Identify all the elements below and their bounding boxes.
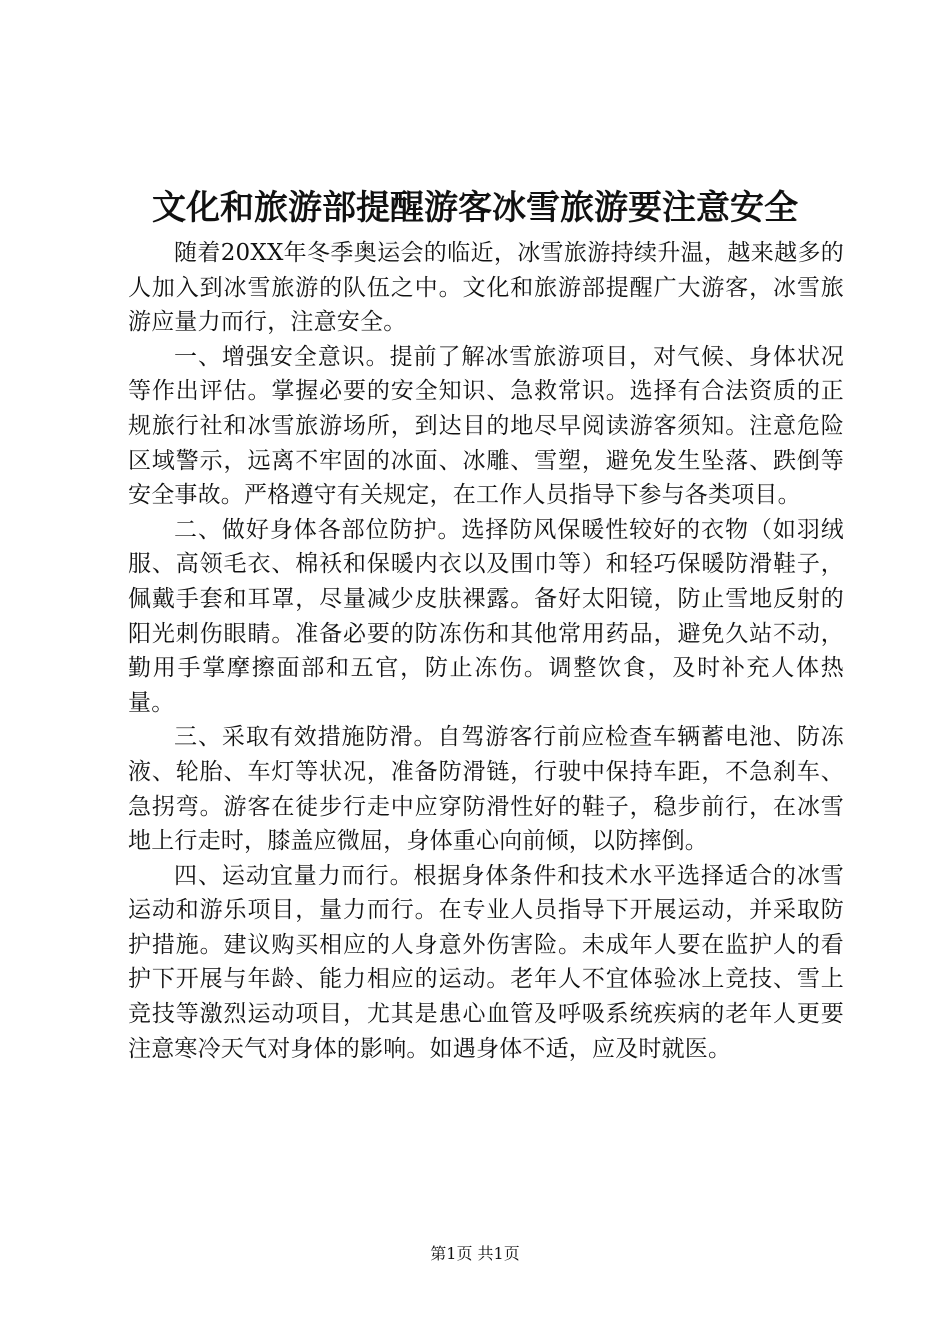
paragraph-section-3: 三、采取有效措施防滑。自驾游客行前应检查车辆蓄电池、防冻液、轮胎、车灯等状况，准备防滑链，行驶中保持车距，不急刹车、急拐弯。游客在徒步行走中应穿防滑性好的鞋子，稳步前行，在冰雪地上行走时，膝盖应微屈，身体重心向前倾，以防摔倒。: [128, 724, 844, 855]
document-body: [128, 236, 844, 1066]
paragraph-section-2: 二、做好身体各部位防护。选择防风保暖性较好的衣物（如羽绒服、高领毛衣、棉袄和保暖内衣以及围巾等）和轻巧保暖防滑鞋子，佩戴手套和耳罩，尽量减少皮肤裸露。备好太阳镜，防止雪地反射的阳光刺伤眼睛。准备必要的防冻伤和其他常用药品，避免久站不动，勤用手掌摩擦面部和五官，防止冻伤。调整饮食，及时补充人体热量。: [128, 516, 844, 716]
paragraph-section-1: 一、增强安全意识。提前了解冰雪旅游项目，对气候、身体状况等作出评估。掌握必要的安全知识、急救常识。选择有合法资质的正规旅行社和冰雪旅游场所，到达目的地尽早阅读游客须知。注意危险区域警示，远离不牢固的冰面、冰雕、雪塑，避免发生坠落、跌倒等安全事故。严格遵守有关规定，在工作人员指导下参与各类项目。: [128, 343, 844, 509]
paragraph-section-4: 四、运动宜量力而行。根据身体条件和技术水平选择适合的冰雪运动和游乐项目，量力而行。在专业人员指导下开展运动，并采取防护措施。建议购买相应的人身意外伤害险。未成年人要在监护人的看护下开展与年龄、能力相应的运动。老年人不宜体验冰上竞技、雪上竞技等激烈运动项目，尤其是患心血管及呼吸系统疾病的老年人更要注意寒冷天气对身体的影响。如遇身体不适，应及时就医。: [128, 862, 844, 1062]
document-title: 文化和旅游部提醒游客冰雪旅游要注意安全: [152, 188, 798, 228]
page-footer: 第1页 共1页: [430, 1244, 520, 1263]
paragraph-intro: 随着20XX年冬季奥运会的临近，冰雪旅游持续升温，越来越多的人加入到冰雪旅游的队伍之中。文化和旅游部提醒广大游客，冰雪旅游应量力而行，注意安全。: [128, 240, 844, 336]
